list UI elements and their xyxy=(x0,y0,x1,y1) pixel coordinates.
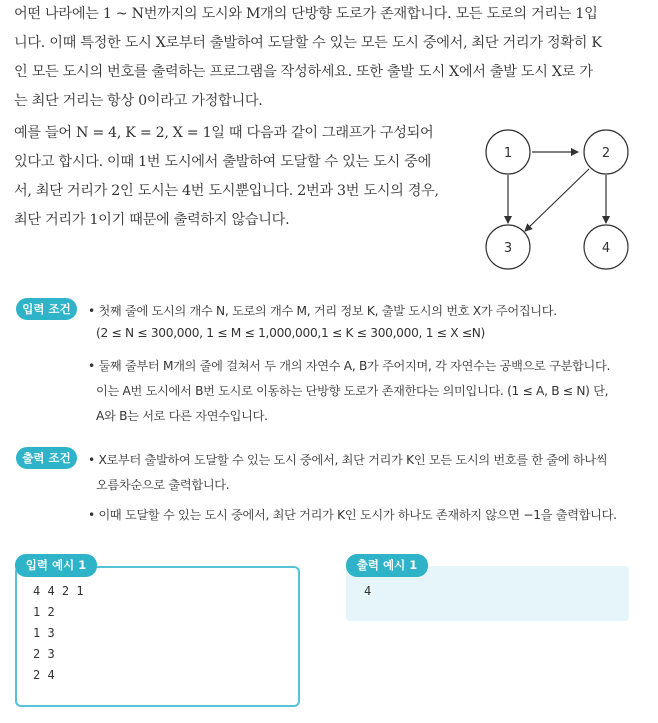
example-line: 예를 들어 N = 4, K = 2, X = 1일 때 다음과 같이 그래프가 구성되어 xyxy=(14,125,434,141)
problem-line: 니다. 이때 특정한 도시 X로부터 출발하여 도달할 수 있는 모든 도시 중에서, 최단 거리가 정확히 K xyxy=(14,35,602,51)
input-example-line: 1 2 xyxy=(33,605,55,619)
svg-text:3: 3 xyxy=(503,241,513,256)
input-example-line: 4 4 2 1 xyxy=(33,584,84,598)
output-condition-line: • X로부터 출발하여 도달할 수 있는 도시 중에서, 최단 거리가 K인 모든 도시의 번호를 한 줄에 하나씩 xyxy=(88,453,608,467)
output-example-line: 4 xyxy=(364,584,372,598)
output-condition-line: • 이때 도달할 수 있는 도시 중에서, 최단 거리가 K인 도시가 하나도 존재하지 않으면 −1을 출력합니다. xyxy=(88,508,617,522)
problem-line: 인 모든 도시의 번호를 출력하는 프로그램을 작성하세요. 또한 출발 도시 X에서 출발 도시 X로 가 xyxy=(14,64,593,80)
input-condition-line: A와 B는 서로 다른 자연수입니다. xyxy=(96,409,268,423)
input-example-badge: 입력 예시 1 xyxy=(15,554,97,577)
problem-line: 어떤 나라에는 1 ~ N번까지의 도시와 M개의 단방향 도로가 존재합니다. 모든 도로의 거리는 1입 xyxy=(14,6,598,22)
edge-2-3 xyxy=(525,169,589,231)
example-line: 최단 거리가 1이기 때문에 출력하지 않습니다. xyxy=(14,212,290,228)
example-line: 서, 최단 거리가 2인 도시는 4번 도시뿐입니다. 2번과 3번 도시의 경우, xyxy=(14,183,439,199)
svg-text:4: 4 xyxy=(601,241,611,256)
graph-node xyxy=(486,225,530,269)
input-condition-line: • 둘째 줄부터 M개의 줄에 걸쳐서 두 개의 자연수 A, B가 주어지며, 각 자연수는 공백으로 구분합니다. xyxy=(88,359,611,373)
input-example-line: 2 3 xyxy=(33,647,55,661)
input-condition-badge: 입력 조건 xyxy=(16,298,77,320)
input-condition-line: 이는 A번 도시에서 B번 도시로 이동하는 단방향 도로가 존재한다는 의미입니다. (1 ≤ A, B ≤ N) 단, xyxy=(96,384,609,398)
svg-text:2: 2 xyxy=(601,146,611,161)
input-example-line: 2 4 xyxy=(33,668,55,682)
output-condition-badge: 출력 조건 xyxy=(16,447,77,469)
problem-line: 는 최단 거리는 항상 0이라고 가정합니다. xyxy=(14,93,263,109)
graph-node xyxy=(486,130,530,174)
input-condition-line: • 첫째 줄에 도시의 개수 N, 도로의 개수 M, 거리 정보 K, 출발 도시의 번호 X가 주어집니다. xyxy=(88,304,557,318)
example-line: 있다고 합시다. 이때 1번 도시에서 출발하여 도달할 수 있는 도시 중에 xyxy=(14,154,431,170)
svg-text:1: 1 xyxy=(503,146,513,161)
input-condition-line: (2 ≤ N ≤ 300,000, 1 ≤ M ≤ 1,000,000,1 ≤ K ≤ 300,000, 1 ≤ X ≤N) xyxy=(96,326,486,340)
problem-description xyxy=(14,0,650,116)
graph-node xyxy=(584,225,628,269)
output-example-badge: 출력 예시 1 xyxy=(346,554,428,577)
graph-node xyxy=(584,130,628,174)
input-example-line: 1 3 xyxy=(33,626,55,640)
city-graph-diagram xyxy=(470,116,650,286)
example-description xyxy=(14,119,464,235)
output-condition-line: 오름차순으로 출력합니다. xyxy=(96,478,230,492)
